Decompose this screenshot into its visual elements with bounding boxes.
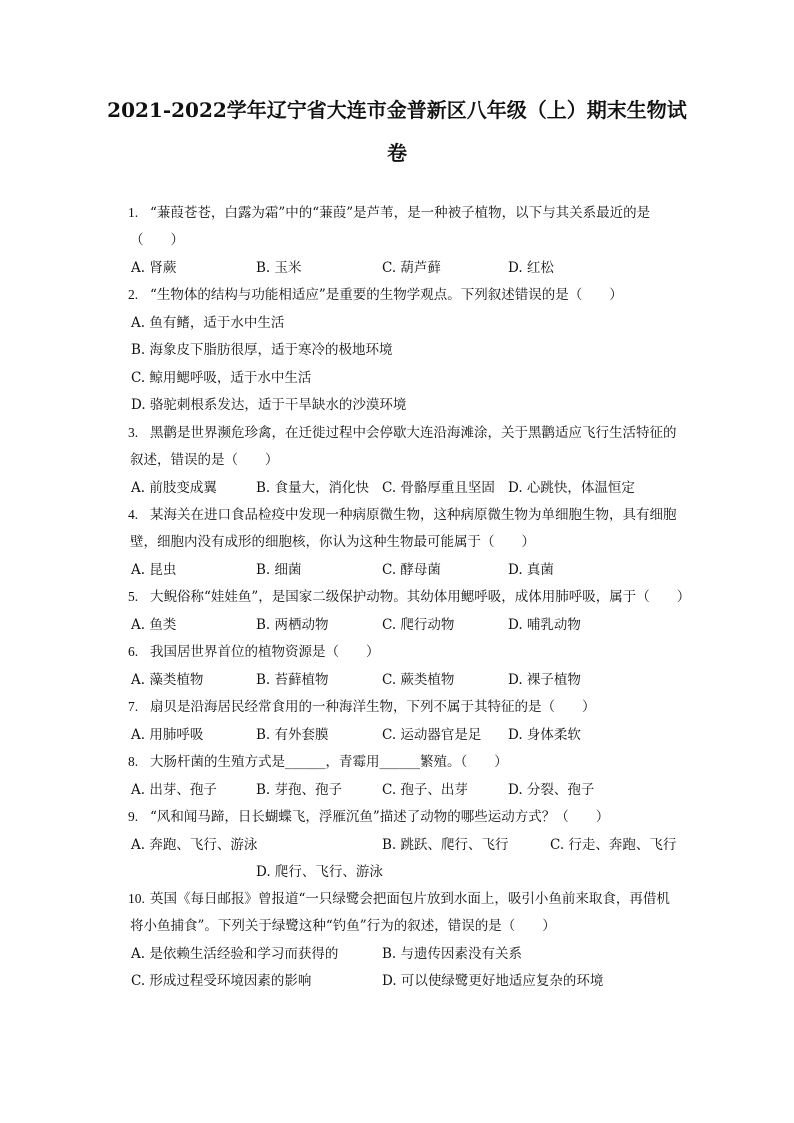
option-c: C. 行走、奔跑、飞行 xyxy=(550,837,677,853)
option-a: A. 藻类植物 xyxy=(131,672,204,688)
question-text: 扇贝是沿海居民经常食用的一种海洋生物，下列不属于其特征的是（ ） xyxy=(150,699,596,715)
option-c: C. 葫芦藓 xyxy=(382,260,441,276)
option-d: D. 可以使绿鹭更好地适应复杂的环境 xyxy=(382,973,604,989)
question-number: 7. xyxy=(128,699,139,714)
question-number: 9. xyxy=(128,809,139,824)
option-a: A. 鱼有鳍，适于水中生活 xyxy=(131,315,285,331)
option-d: D. 红松 xyxy=(508,260,554,276)
page-title-continued: 卷 xyxy=(387,141,407,165)
option-a: A. 昆虫 xyxy=(131,562,177,578)
question-text: 某海关在进口食品检疫中发现一种病原微生物，这种病原微生物为单细胞生物，具有细胞 xyxy=(150,507,677,523)
option-d: D. 哺乳动物 xyxy=(508,617,581,633)
option-a: A. 出芽、孢子 xyxy=(131,782,217,798)
option-a: A. 前肢变成翼 xyxy=(131,480,217,496)
question-number: 4. xyxy=(128,507,139,522)
option-b: B. 芽孢、孢子 xyxy=(256,782,343,798)
option-a: A. 用肺呼吸 xyxy=(131,727,204,743)
question-number: 5. xyxy=(128,589,139,604)
option-c: C. 孢子、出芽 xyxy=(382,782,468,798)
option-c: C. 爬行动物 xyxy=(382,617,455,633)
question-text-continued: 将小鱼捕食”。下列关于绿鹭这种“钓鱼”行为的叙述，错误的是（ ） xyxy=(130,918,556,934)
option-c: C. 运动器官是足 xyxy=(382,727,482,743)
question-text-continued: （ ） xyxy=(130,232,184,248)
question-number: 2. xyxy=(128,287,139,302)
question-number: 6. xyxy=(128,644,139,659)
option-d: D. 爬行、飞行、游泳 xyxy=(256,864,383,880)
question-text: “生物体的结构与功能相适应”是重要的生物学观点。下列叙述错误的是（ ） xyxy=(150,287,623,303)
question-text: 大鲵俗称“娃娃鱼”，是国家二级保护动物。其幼体用鳃呼吸，成体用肺呼吸，属于（ ） xyxy=(150,589,691,605)
question-number: 10. xyxy=(128,891,145,906)
question-text: 大肠杆菌的生殖方式是______，青霉用______繁殖。（ ） xyxy=(150,754,508,770)
option-a: A. 鱼类 xyxy=(131,617,177,633)
question-text: “风和闻马蹄，日长蝴蝶飞，浮雁沉鱼”描述了动物的哪些运动方式？（ ） xyxy=(150,809,610,825)
option-b: B. 有外套膜 xyxy=(256,727,329,743)
option-b: B. 细菌 xyxy=(256,562,302,578)
option-c: C. 蕨类植物 xyxy=(382,672,455,688)
option-c: C. 骨骼厚重且坚固 xyxy=(382,480,495,496)
option-b: B. 两栖动物 xyxy=(256,617,329,633)
question-text: 我国居世界首位的植物资源是（ ） xyxy=(150,644,380,660)
option-b: B. 食量大，消化快 xyxy=(256,480,370,496)
question-text: “蒹葭苍苍，白露为霜”中的“蒹葭”是芦苇，是一种被子植物，以下与其关系最近的是 xyxy=(150,205,651,221)
question-number: 8. xyxy=(128,754,139,769)
question-text-continued: 壁，细胞内没有成形的细胞核，你认为这种生物最可能属于（ ） xyxy=(130,534,535,550)
option-d: D. 身体柔软 xyxy=(508,727,581,743)
question-text: 黑鹳是世界濒危珍禽，在迁徙过程中会停歇大连沿海滩涂，关于黑鹳适应飞行生活特征的 xyxy=(150,425,677,441)
option-b: B. 跳跃、爬行、飞行 xyxy=(382,837,509,853)
option-b: B. 与遗传因素没有关系 xyxy=(382,946,523,962)
question-number: 3. xyxy=(128,425,139,440)
option-c: C. 鲸用鳃呼吸，适于水中生活 xyxy=(131,370,312,386)
option-d: D. 分裂、孢子 xyxy=(508,782,595,798)
option-b: B. 玉米 xyxy=(256,260,302,276)
option-c: C. 形成过程受环境因素的影响 xyxy=(131,973,312,989)
question-text-continued: 叙述，错误的是（ ） xyxy=(130,452,279,468)
option-a: A. 奔跑、飞行、游泳 xyxy=(131,837,258,853)
option-a: A. 肾蕨 xyxy=(131,260,177,276)
option-b: B. 苔藓植物 xyxy=(256,672,329,688)
option-c: C. 酵母菌 xyxy=(382,562,441,578)
option-a: A. 是依赖生活经验和学习而获得的 xyxy=(131,946,339,962)
option-d: D. 真菌 xyxy=(508,562,554,578)
option-d: D. 心跳快，体温恒定 xyxy=(508,480,635,496)
option-d: D. 骆驼刺根系发达，适于干旱缺水的沙漠环境 xyxy=(131,397,407,413)
question-text: 英国《每日邮报》曾报道“一只绿鹭会把面包片放到水面上，吸引小鱼前来取食，再借机 xyxy=(150,891,670,907)
page-title: 2021-2022学年辽宁省大连市金普新区八年级（上）期末生物试 xyxy=(107,98,687,122)
question-number: 1. xyxy=(128,205,139,220)
option-b: B. 海象皮下脂肪很厚，适于寒冷的极地环境 xyxy=(131,342,393,358)
option-d: D. 裸子植物 xyxy=(508,672,581,688)
